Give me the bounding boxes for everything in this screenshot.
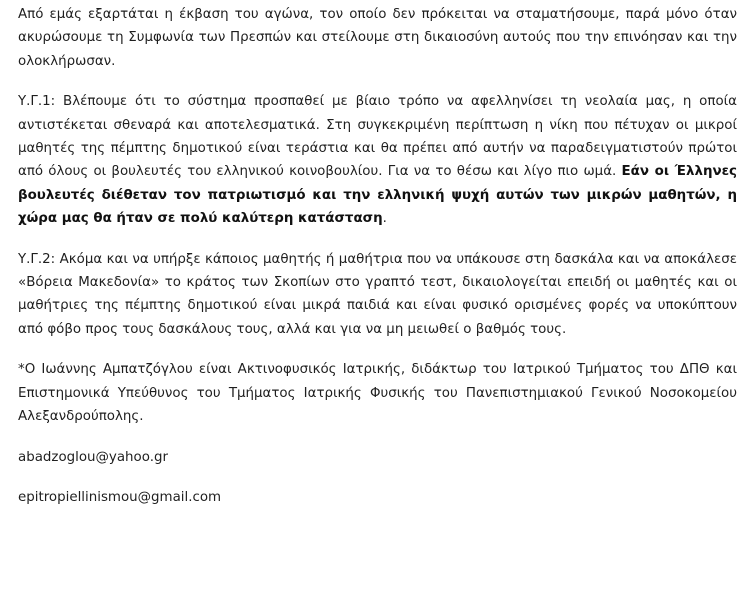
- email-yahoo: abadzoglou@yahoo.gr: [18, 449, 168, 465]
- postscript-1-bold-text: Εάν οι Έλληνες βουλευτές διέθεταν τον πατριωτισμό και την ελληνική ψυχή αυτών των μικρών μαθητών, η χώρα μας θα ήταν σε πολύ καλύτερη κατάσταση: [18, 164, 737, 227]
- paragraph-postscript-2: Υ.Γ.2: Ακόμα και να υπήρξε κάποιος μαθητής ή μαθήτρια που να υπάκουσε στη δασκάλα και να αποκάλεσε «Βόρεια Μακεδονία» το κράτος των Σκοπίων στο γραπτό τεστ, δικαιολογείται επειδή οι μαθητές και οι μαθήτριες της πέμπτης δημοτικού είναι μικρά παιδιά και είναι φυσικό ορισμένες φορές να υποκύπτουν από φόβο προς τους δασκάλους τους, αλλά και για να μη μειωθεί ο βαθμός τους.: [18, 251, 737, 337]
- postscript-1-end: .: [382, 211, 387, 227]
- postscript-1-text: Υ.Γ.1: Βλέπουμε ότι το σύστημα προσπαθεί με βίαιο τρόπο να αφελληνίσει τη νεολαία μας, η οποία αντιστέκεται σθεναρά και αποτελεσματικά. Στη συγκεκριμένη περίπτωση η νίκη που πέτυχαν οι μικροί μαθητές της πέμπτης δημοτικού είναι τεράστια και θα πρέπει από αυτήν να παραδειγματιστούν πρώτοι από όλους οι βουλευτές του ελληνικού κοινοβουλίου. Για να το θέσω και λίγο πιο ωμά.: [18, 94, 737, 180]
- paragraph-postscript-1: [18, 90, 737, 230]
- email-gmail: epitropiellinismou@gmail.com: [18, 489, 222, 505]
- article-body: [18, 3, 737, 509]
- paragraph-author-bio: *Ο Ιωάννης Αμπατζόγλου είναι Ακτινοφυσικός Ιατρικής, διδάκτωρ του Ιατρικού Τμήματος του ΔΠΘ και Επιστημονικά Υπεύθυνος του Τμήματος Ιατρικής Φυσικής του Πανεπιστημιακού Γενικού Νοσοκομείου Αλεξανδρούπολης.: [18, 362, 737, 425]
- paragraph-conclusion: Από εμάς εξαρτάται η έκβαση του αγώνα, τον οποίο δεν πρόκειται να σταματήσουμε, παρά μόνο όταν ακυρώσουμε τη Συμφωνία των Πρεσπών και στείλουμε στη δικαιοσύνη αυτούς που την επινόησαν και την ολοκλήρωσαν.: [18, 7, 737, 69]
